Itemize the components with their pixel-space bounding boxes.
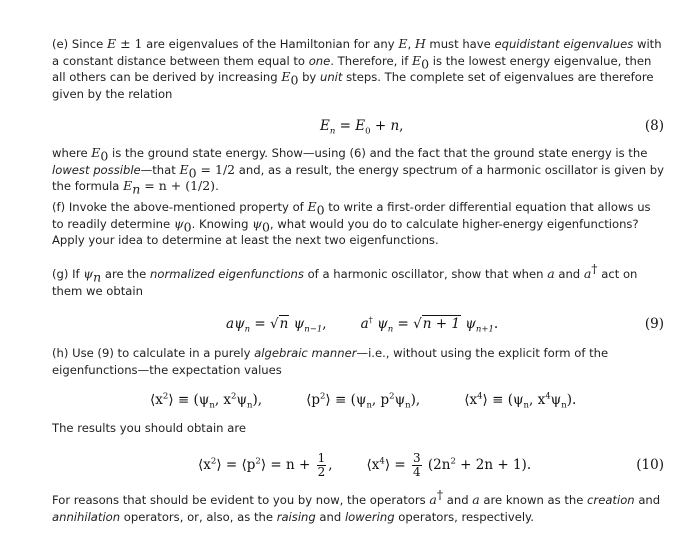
text: —i.e., without using the explicit form of the eigenfunctions—the expectation values — [52, 346, 609, 377]
math: , — [322, 316, 327, 332]
text: (g) If — [52, 267, 84, 281]
math-sqrt: n + 1 — [422, 316, 460, 332]
text: act on them we obtain — [52, 267, 638, 298]
math-superscript: 4 — [477, 391, 483, 402]
text: and — [443, 493, 473, 507]
math: a — [547, 266, 555, 281]
final-paragraph — [52, 487, 664, 525]
math-subscript: n — [523, 400, 530, 411]
math-sqrt: n — [279, 316, 289, 332]
math: E — [398, 36, 408, 51]
math-subscript: n — [561, 400, 567, 411]
text: with a constant distance between them equal to — [52, 37, 662, 68]
math-subscript: n+1 — [475, 324, 494, 335]
fraction-numerator: 3 — [412, 451, 421, 465]
results-text: The results you should obtain are — [52, 421, 246, 435]
math-subscript: 0 — [261, 218, 270, 234]
math: ). — [566, 392, 577, 408]
math: ⟨x — [198, 457, 211, 473]
equation-8-body — [320, 115, 403, 137]
emphasis: creation — [587, 493, 635, 507]
equation-9-body: $a\psi_n = √n$ $\psi_{n-1}$, a† $\psi_n = √n + 1$ $\psi_{n+1}$. — [226, 315, 499, 335]
text: are the — [101, 267, 150, 281]
math: ⟩ ≡ (ψ — [482, 392, 524, 408]
math: H — [414, 36, 426, 51]
math-subscript: 0 — [188, 164, 197, 180]
math: , — [328, 457, 333, 473]
math: = 1/2 — [196, 161, 236, 177]
emphasis: lowering — [344, 509, 395, 524]
text: . Therefore, if — [330, 53, 413, 68]
math: ψ — [83, 266, 94, 281]
math-subscript: n−1 — [304, 324, 323, 335]
emphasis: annihilation — [52, 509, 121, 524]
math: ψ — [236, 392, 248, 408]
math-subscript: n — [329, 126, 336, 137]
math: (2n — [423, 457, 451, 473]
math: a — [360, 316, 369, 332]
math-subscript: n — [387, 324, 394, 335]
text: are known as the — [479, 493, 588, 507]
math-superscript: † — [436, 487, 444, 503]
text: (e) Since — [52, 37, 107, 51]
text: operators, respectively. — [394, 509, 534, 524]
emphasis: algebraic manner — [254, 346, 357, 360]
math-superscript: 4 — [545, 391, 551, 402]
math: ψ — [394, 392, 406, 408]
math: . — [493, 316, 499, 332]
equation-10 — [52, 452, 664, 478]
math-subscript: 0 — [183, 218, 192, 234]
text: steps. The complete set of eigenvalues are therefore given by the relation — [52, 70, 654, 101]
fraction-denominator: 4 — [412, 465, 421, 479]
math: E — [307, 199, 317, 214]
math: ψ — [372, 316, 388, 332]
text: where — [52, 146, 92, 160]
math: = n + (1/2) — [140, 178, 216, 194]
expectation-values-body — [150, 389, 576, 411]
math-subscript: 0 — [365, 126, 371, 137]
text: , what would you do to calculate higher-energy eigenfunctions? Apply your idea to determine at least the next two eigenfunctions. — [52, 216, 639, 248]
math-superscript: 2 — [320, 391, 326, 402]
text: (h) Use (9) to calculate in a purely — [52, 346, 255, 360]
math-superscript: 2 — [255, 456, 261, 467]
fraction-three-quarters — [412, 452, 422, 479]
math-superscript: 2 — [450, 456, 456, 467]
math: E — [320, 118, 330, 134]
equation-9 — [52, 313, 664, 335]
expectation-values-equation — [52, 389, 664, 411]
math: ⟨x — [150, 392, 163, 408]
math: ), — [252, 392, 263, 408]
math: a — [583, 266, 592, 281]
math-subscript: n — [244, 324, 251, 335]
equation-8 — [52, 115, 664, 137]
math: E — [412, 52, 422, 68]
math-subscript: n — [366, 400, 372, 411]
text: of a harmonic oscillator, show that when — [303, 267, 548, 281]
part-h-paragraph — [52, 345, 664, 378]
math: n — [390, 118, 400, 134]
math-superscript: 2 — [162, 391, 169, 402]
math: ⟩ = ⟨p — [216, 457, 256, 473]
math: a — [429, 492, 437, 507]
text: to write a first-order differential equation that allows us to readily determine — [52, 200, 651, 231]
text: For reasons that should be evident to you by now, the operators — [52, 493, 430, 507]
math-superscript: † — [591, 261, 598, 277]
text: , — [407, 37, 415, 51]
part-e-paragraph — [52, 36, 664, 102]
text: (f) Invoke the above-mentioned property of — [52, 200, 308, 214]
math: = — [250, 316, 271, 332]
text: —that — [140, 162, 180, 177]
text: must have — [425, 37, 495, 51]
fraction-numerator: 1 — [317, 451, 326, 465]
math-subscript: 0 — [421, 55, 430, 71]
text: . — [215, 179, 219, 194]
math: ψ — [460, 316, 476, 332]
emphasis: unit — [319, 70, 343, 85]
math-subscript: n — [405, 400, 411, 411]
math: ⟩ = n + — [260, 457, 315, 473]
text: and — [315, 509, 345, 524]
math-subscript: n — [209, 400, 215, 411]
emphasis: equidistant eigenvalues — [494, 37, 634, 51]
emphasis: normalized eigenfunctions — [150, 267, 304, 281]
math: ⟨x — [464, 392, 478, 408]
equation-10-body — [198, 452, 531, 479]
math-superscript: † — [368, 315, 373, 326]
text: and — [554, 267, 584, 281]
equation-number: (9) — [644, 316, 664, 332]
math: ± 1 — [116, 36, 143, 51]
emphasis: lowest possible — [52, 162, 141, 177]
math: E — [91, 145, 101, 160]
emphasis: raising — [276, 509, 316, 524]
where-paragraph — [52, 145, 664, 195]
math: ψ — [289, 316, 305, 332]
text: is the ground state energy. Show—using (6) and the fact that the ground state energy is the — [108, 146, 648, 160]
math: ψ — [234, 316, 245, 332]
fraction-denominator: 2 — [317, 465, 326, 479]
math-subscript: n — [132, 181, 141, 197]
math: + — [370, 118, 391, 134]
math-subscript: n — [93, 269, 102, 285]
text: is the lowest energy eigenvalue, then all others can be derived by increasing — [52, 53, 652, 85]
math: ), — [410, 392, 421, 408]
math: ⟩ ≡ (ψ — [168, 392, 210, 408]
math: = — [335, 118, 356, 134]
part-f-paragraph — [52, 199, 664, 249]
equation-number: (8) — [644, 118, 664, 134]
math: , x — [214, 392, 232, 408]
emphasis: one — [308, 53, 331, 68]
math-subscript: 0 — [100, 148, 109, 164]
math: E — [123, 178, 133, 194]
math: ⟨x — [366, 457, 380, 473]
math-superscript: 2 — [210, 456, 217, 467]
math-subscript: n — [247, 400, 253, 411]
text: and, as a result, the energy spectrum of a harmonic oscillator is given by the formula — [52, 162, 664, 194]
math-superscript: 4 — [379, 456, 385, 467]
math: , x — [529, 392, 546, 408]
math-superscript: 2 — [231, 391, 237, 402]
math: ψ — [550, 392, 562, 408]
text: and — [634, 493, 661, 507]
math: ⟩ ≡ (ψ — [325, 392, 367, 408]
math: E — [179, 161, 189, 177]
math: , p — [371, 392, 390, 408]
math-subscript: 0 — [316, 202, 325, 218]
math: ⟨p — [306, 392, 320, 408]
text: . Knowing — [191, 216, 253, 231]
math: a — [472, 492, 480, 507]
text: are eigenvalues of the Hamiltonian for any — [142, 37, 399, 51]
math: ⟩ = — [384, 457, 410, 473]
math: a — [226, 316, 235, 332]
math: + 2n + 1). — [455, 457, 532, 473]
fraction-one-half — [317, 452, 327, 479]
math-subscript: 0 — [290, 72, 299, 88]
part-g-paragraph — [52, 261, 664, 299]
text: operators, or, also, as the — [120, 509, 277, 524]
math: E — [107, 36, 117, 51]
math: E — [281, 69, 291, 85]
text: by — [298, 70, 320, 85]
math-superscript: 2 — [389, 391, 395, 402]
math: , — [399, 118, 404, 134]
equation-number: (10) — [636, 457, 664, 473]
math: E — [355, 118, 366, 134]
math: ψ — [173, 215, 184, 231]
math: ψ — [252, 215, 262, 231]
math: = — [393, 316, 414, 332]
